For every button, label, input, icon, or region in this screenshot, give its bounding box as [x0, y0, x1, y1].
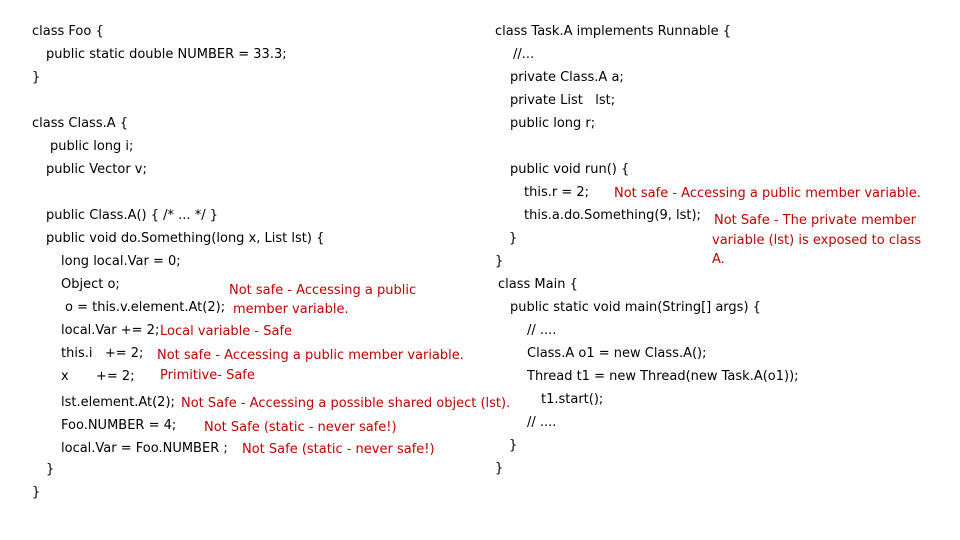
taska-comment: //...: [513, 47, 535, 62]
main-new-thread: Thread t1 = new Thread(new Task.A(o1));: [527, 369, 799, 384]
note-private-exposed-line1: Not Safe - The private member: [714, 213, 916, 228]
note-public-member-line1: Not safe - Accessing a public: [229, 283, 417, 298]
note-this-r-public-member: Not safe - Accessing a public member variable.: [614, 186, 921, 201]
taska-declaration: class Task.A implements Runnable {: [495, 24, 732, 39]
stmt-x-op: += 2;: [96, 369, 135, 384]
stmt-lst-element: lst.element.At(2);: [61, 395, 175, 410]
classa-close: }: [32, 485, 41, 500]
stmt-localvar-foo: local.Var = Foo.NUMBER ;: [61, 441, 228, 456]
dosomething-signature: public void do.Something(long x, List lst) {: [46, 231, 325, 246]
classa-field-i: public long i;: [50, 139, 134, 154]
dosomething-close: }: [46, 462, 55, 477]
stmt-this-i: this.i += 2;: [61, 346, 144, 361]
note-private-exposed-line3: A.: [712, 252, 725, 267]
taska-field-lst: private List lst;: [510, 93, 616, 108]
classa-constructor: public Class.A() { /* ... */ }: [46, 208, 218, 223]
note-this-i-public-member: Not safe - Accessing a public member variable.: [157, 348, 464, 363]
foo-class-declaration: class Foo {: [32, 24, 104, 39]
main-thread-start: t1.start();: [541, 392, 604, 407]
note-public-member-line2: member variable.: [233, 302, 349, 317]
run-signature: public void run() {: [510, 162, 630, 177]
run-close: }: [509, 231, 518, 246]
taska-field-a: private Class.A a;: [510, 70, 624, 85]
stmt-this-r: this.r = 2;: [524, 185, 590, 200]
stmt-object-decl: Object o;: [61, 277, 120, 292]
foo-number-field: public static double NUMBER = 33.3;: [46, 47, 287, 62]
main-comment-1: // ....: [527, 323, 557, 338]
note-private-exposed-line2: variable (lst) is exposed to class: [712, 233, 922, 248]
taska-close: }: [495, 254, 504, 269]
note-static-never-safe-2: Not Safe (static - never safe!): [242, 442, 435, 457]
foo-class-close: }: [32, 70, 41, 85]
stmt-foo-number: Foo.NUMBER = 4;: [61, 418, 177, 433]
classa-field-v: public Vector v;: [46, 162, 147, 177]
stmt-o-assign: o = this.v.element.At(2);: [65, 300, 226, 315]
main-new-classa: Class.A o1 = new Class.A();: [527, 346, 707, 361]
taska-field-r: public long r;: [510, 116, 596, 131]
stmt-localvar-add: local.Var += 2;: [61, 323, 160, 338]
stmt-localvar-init: long local.Var = 0;: [61, 254, 181, 269]
main-signature: public static void main(String[] args) {: [510, 300, 761, 315]
note-primitive-safe: Primitive- Safe: [160, 368, 255, 383]
note-local-variable-safe: Local variable - Safe: [160, 324, 293, 339]
stmt-x-var: x: [61, 369, 69, 384]
main-comment-2: // ....: [527, 415, 557, 430]
note-shared-object: Not Safe - Accessing a possible shared object (lst).: [181, 396, 511, 411]
main-class-declaration: class Main {: [498, 277, 578, 292]
classa-declaration: class Class.A {: [32, 116, 129, 131]
main-class-close: }: [495, 461, 504, 476]
stmt-do-something-call: this.a.do.Something(9, lst);: [524, 208, 701, 223]
note-static-never-safe-1: Not Safe (static - never safe!): [204, 420, 397, 435]
main-method-close: }: [509, 438, 518, 453]
